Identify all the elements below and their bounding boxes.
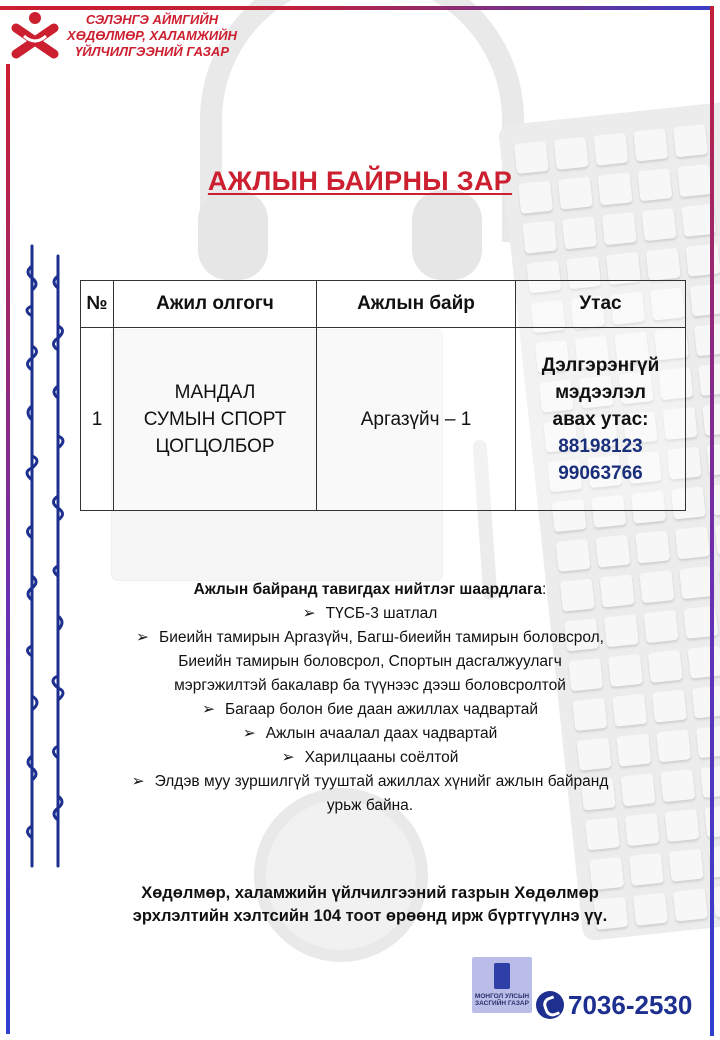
- hotline-number: 7036-2530: [568, 989, 693, 1020]
- requirements-section: [130, 578, 610, 818]
- keyboard-key: [652, 689, 687, 722]
- table-row: [81, 328, 686, 511]
- organization-name: [62, 12, 242, 60]
- row-position: Аргазүйч – 1: [317, 328, 516, 511]
- emblem-caption-line2: ЗАСГИЙН ГАЗАР: [475, 1000, 529, 1007]
- phone-number: 99063766: [558, 462, 643, 484]
- keyboard-key: [608, 654, 643, 687]
- header-number: №: [81, 281, 114, 328]
- keyboard-key: [646, 248, 681, 281]
- keyboard-key: [595, 535, 630, 568]
- emblem-caption: [472, 993, 532, 1007]
- keyboard-key: [616, 733, 651, 766]
- keyboard-key: [690, 283, 720, 316]
- list-item: [130, 746, 610, 770]
- list-item: [130, 602, 610, 626]
- keyboard-key: [593, 133, 628, 166]
- keyboard-key: [686, 244, 720, 277]
- requirement-text: Харилцааны соёлтой: [304, 749, 459, 766]
- employer-line: МАНДАЛ: [174, 381, 256, 403]
- arrow-icon: ➢: [131, 773, 145, 790]
- header-position: Ажлын байр: [317, 281, 516, 328]
- keyboard-key: [648, 650, 683, 683]
- keyboard-key: [554, 137, 589, 170]
- requirement-text: Ажлын ачаалал даах чадвартай: [265, 725, 498, 742]
- requirement-text: Багаар болон бие даан ажиллах чадвартай: [224, 701, 539, 718]
- keyboard-key: [679, 566, 714, 599]
- keyboard-key: [639, 570, 674, 603]
- keyboard-key: [669, 849, 704, 882]
- keyboard-key: [562, 216, 597, 249]
- requirements-list: [130, 602, 610, 818]
- row-phone: [516, 328, 686, 511]
- header-employer: Ажил олгогч: [114, 281, 317, 328]
- header-phone: Утас: [516, 281, 686, 328]
- requirement-text: Биеийн тамирын Аргазүйч, Багш-биеийн тамирын боловсрол, Биеийн тамирын боловсрол, Спортын дасгалжуулагч мэргэжилтэй бакалавр ба түүнээс дээш боловсролтой: [159, 629, 604, 694]
- keyboard-key: [642, 208, 677, 241]
- keyboard-key: [585, 817, 620, 850]
- organization-logo: [10, 10, 60, 60]
- table-header-row: [81, 281, 686, 328]
- requirements-heading-text: Ажлын байранд тавигдах нийтлэг шаардлага: [193, 581, 543, 598]
- job-table: [80, 280, 686, 511]
- keyboard-key: [660, 769, 695, 802]
- list-item: [130, 698, 610, 722]
- phone-label-line: Дэлгэрэнгүй: [541, 354, 660, 376]
- keyboard-key: [556, 539, 591, 572]
- keyboard-key: [673, 124, 708, 157]
- headphones-ear-left: [198, 190, 268, 280]
- employer-line: ЦОГЦОЛБОР: [155, 435, 275, 457]
- government-emblem: [472, 957, 532, 1013]
- keyboard-key: [692, 685, 720, 718]
- arrow-icon: ➢: [136, 629, 150, 646]
- keyboard-key: [633, 128, 668, 161]
- frame-left-border: [6, 64, 10, 1034]
- soyombo-icon: [494, 963, 510, 989]
- phone-label-line: авах утас:: [552, 408, 649, 430]
- vertical-mongolian-script: [14, 236, 76, 876]
- keyboard-key: [621, 773, 656, 806]
- keyboard-key: [635, 530, 670, 563]
- footer-line1: Хөдөлмөр, халамжийн үйлчилгээний газрын Хөдөлмөр: [141, 884, 599, 902]
- page-title: АЖЛЫН БАЙРНЫ ЗАР: [207, 166, 513, 196]
- list-item: [130, 626, 610, 698]
- keyboard-key: [656, 729, 691, 762]
- organization-name-line1: СЭЛЭНГЭ АЙМГИЙН: [85, 12, 219, 27]
- arrow-icon: ➢: [281, 749, 295, 766]
- phone-number: 88198123: [558, 435, 643, 457]
- keyboard-key: [688, 646, 720, 679]
- keyboard-key: [612, 694, 647, 727]
- requirement-text: Элдэв муу зуршилгүй тууштай ажиллах хүнийг ажлын байранд урьж байна.: [154, 773, 609, 814]
- keyboard-key: [673, 888, 708, 921]
- arrow-icon: ➢: [201, 701, 215, 718]
- keyboard-key: [675, 526, 710, 559]
- keyboard-key: [694, 323, 720, 356]
- employer-line: СУМЫН СПОРТ: [143, 408, 287, 430]
- keyboard-key: [665, 809, 700, 842]
- frame-right-border: [710, 6, 714, 1036]
- phone-label-line: мэдээлэл: [555, 381, 646, 403]
- keyboard-key: [644, 610, 679, 643]
- hotline: [536, 988, 692, 1022]
- requirements-heading-colon: :: [542, 581, 547, 598]
- keyboard-key: [715, 522, 720, 555]
- requirements-heading: [130, 578, 610, 602]
- keyboard-key: [625, 813, 660, 846]
- footer-line2: эрхлэлтийн хэлтсийн 104 тоот өрөөнд ирж бүртгүүлнэ үү.: [132, 907, 608, 925]
- footer-instructions: [70, 882, 670, 928]
- headphones-ear-right: [412, 190, 482, 280]
- row-employer: [114, 328, 317, 511]
- frame-top-border: [0, 6, 714, 10]
- organization-name-line3: ҮЙЛЧИЛГЭЭНИЙ ГАЗАР: [75, 44, 229, 59]
- keyboard-key: [602, 212, 637, 245]
- row-number: 1: [81, 328, 114, 511]
- requirement-text: ТҮСБ-3 шатлал: [325, 605, 438, 622]
- keyboard-key: [522, 220, 557, 253]
- list-item: [130, 722, 610, 746]
- keyboard-key: [629, 853, 664, 886]
- list-item: [130, 770, 610, 818]
- arrow-icon: ➢: [302, 605, 316, 622]
- arrow-icon: ➢: [242, 725, 256, 742]
- organization-name-line2: ХӨДӨЛМӨР, ХАЛАМЖИЙН: [67, 28, 237, 43]
- keyboard-key: [696, 725, 720, 758]
- emblem-caption-line1: МОНГОЛ УЛСЫН: [474, 993, 530, 1000]
- phone-icon: [536, 991, 564, 1019]
